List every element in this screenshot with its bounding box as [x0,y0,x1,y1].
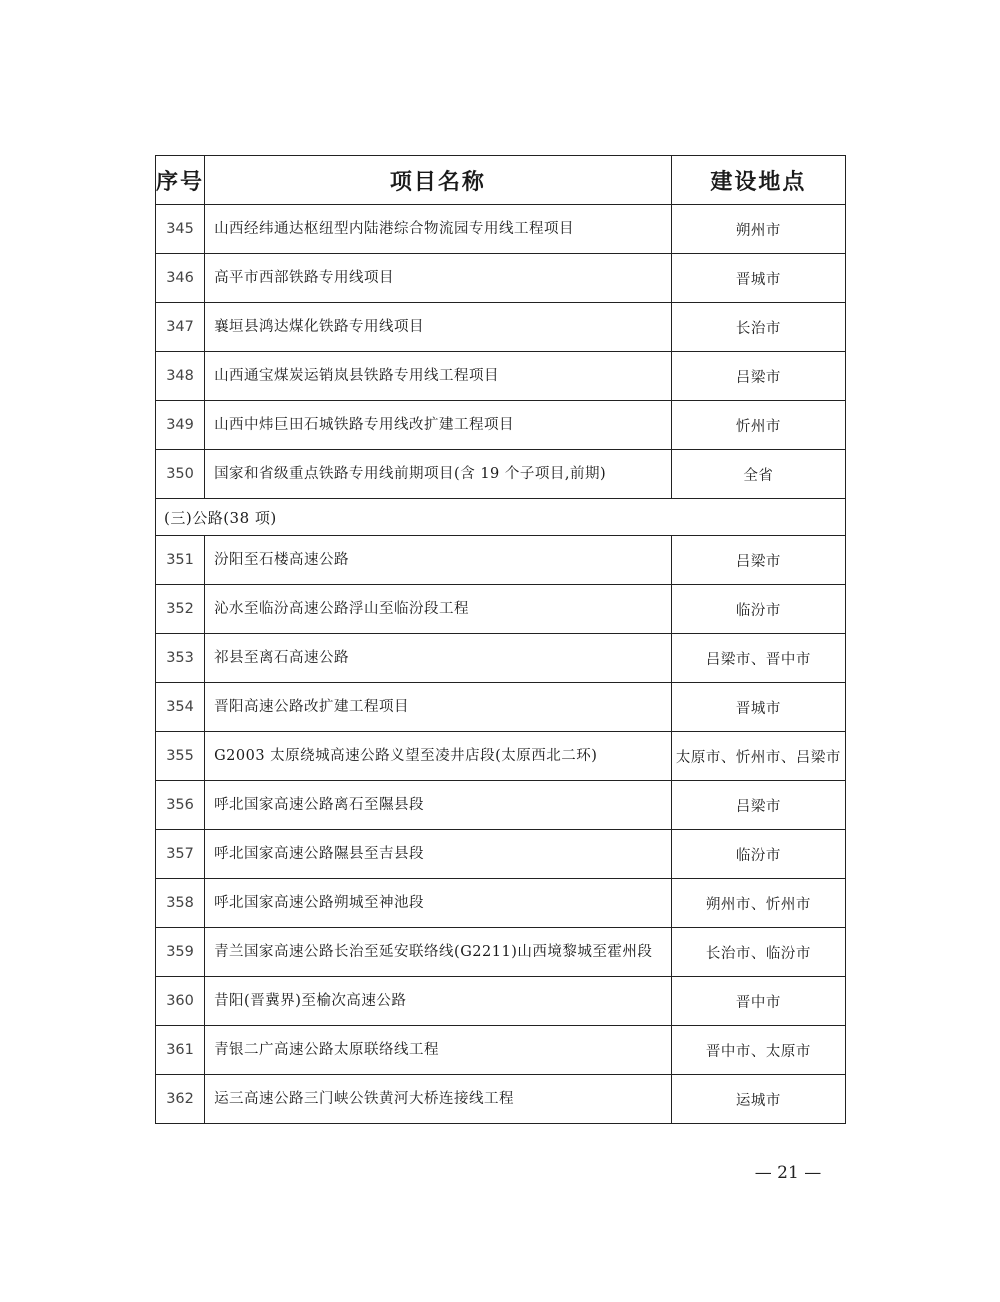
project-location: 吕梁市 [671,536,845,585]
table-row [156,254,846,303]
row-number: 358 [156,879,205,928]
row-number: 356 [156,781,205,830]
project-name: 山西通宝煤炭运销岚县铁路专用线工程项目 [205,352,672,401]
row-number: 353 [156,634,205,683]
table-row [156,634,846,683]
project-location: 吕梁市、晋中市 [671,634,845,683]
row-number: 354 [156,683,205,732]
row-number: 350 [156,450,205,499]
table-row [156,683,846,732]
table-row [156,401,846,450]
page-number: — 21 — [754,1163,822,1183]
table-row [156,1075,846,1124]
row-number: 345 [156,205,205,254]
project-name: 呼北国家高速公路隰县至吉县段 [205,830,672,879]
project-table [155,155,846,1124]
row-number: 357 [156,830,205,879]
table-header [156,156,846,205]
table-body [156,205,846,1124]
header-row [156,156,846,205]
table-row [156,450,846,499]
project-name: G2003 太原绕城高速公路义望至凌井店段(太原西北二环) [205,732,672,781]
project-name: 沁水至临汾高速公路浮山至临汾段工程 [205,585,672,634]
table-row [156,205,846,254]
project-location: 太原市、忻州市、吕梁市 [671,732,845,781]
project-name: 青银二广高速公路太原联络线工程 [205,1026,672,1075]
section-title: (三)公路(38 项) [156,499,846,536]
project-location: 忻州市 [671,401,845,450]
table-row [156,303,846,352]
project-location: 运城市 [671,1075,845,1124]
row-number: 361 [156,1026,205,1075]
project-location: 朔州市、忻州市 [671,879,845,928]
project-location: 晋中市 [671,977,845,1026]
project-location: 全省 [671,450,845,499]
row-number: 349 [156,401,205,450]
row-number: 346 [156,254,205,303]
project-name: 运三高速公路三门峡公铁黄河大桥连接线工程 [205,1075,672,1124]
table-row [156,977,846,1026]
project-location: 晋中市、太原市 [671,1026,845,1075]
project-name: 呼北国家高速公路朔城至神池段 [205,879,672,928]
project-name: 襄垣县鸿达煤化铁路专用线项目 [205,303,672,352]
table-row [156,536,846,585]
table-row [156,830,846,879]
project-location: 晋城市 [671,254,845,303]
row-number: 355 [156,732,205,781]
project-name: 青兰国家高速公路长治至延安联络线(G2211)山西境黎城至霍州段 [205,928,672,977]
project-name: 山西经纬通达枢纽型内陆港综合物流园专用线工程项目 [205,205,672,254]
row-number: 362 [156,1075,205,1124]
table-row [156,585,846,634]
project-location: 朔州市 [671,205,845,254]
row-number: 347 [156,303,205,352]
project-name: 国家和省级重点铁路专用线前期项目(含 19 个子项目,前期) [205,450,672,499]
project-name: 呼北国家高速公路离石至隰县段 [205,781,672,830]
project-location: 临汾市 [671,830,845,879]
table-row [156,879,846,928]
project-name: 汾阳至石楼高速公路 [205,536,672,585]
table-row [156,1026,846,1075]
row-number: 351 [156,536,205,585]
header-location: 建设地点 [671,156,845,205]
row-number: 348 [156,352,205,401]
section-heading-row [156,499,846,536]
table-row [156,928,846,977]
row-number: 359 [156,928,205,977]
project-location: 吕梁市 [671,352,845,401]
row-number: 352 [156,585,205,634]
table-row [156,352,846,401]
project-location: 晋城市 [671,683,845,732]
project-name: 昔阳(晋冀界)至榆次高速公路 [205,977,672,1026]
header-no: 序号 [156,156,205,205]
project-name: 晋阳高速公路改扩建工程项目 [205,683,672,732]
project-location: 长治市、临汾市 [671,928,845,977]
row-number: 360 [156,977,205,1026]
project-location: 长治市 [671,303,845,352]
project-name: 高平市西部铁路专用线项目 [205,254,672,303]
table-row [156,781,846,830]
project-location: 临汾市 [671,585,845,634]
project-name: 山西中炜巨田石城铁路专用线改扩建工程项目 [205,401,672,450]
project-name: 祁县至离石高速公路 [205,634,672,683]
table-row [156,732,846,781]
project-location: 吕梁市 [671,781,845,830]
header-name: 项目名称 [205,156,672,205]
